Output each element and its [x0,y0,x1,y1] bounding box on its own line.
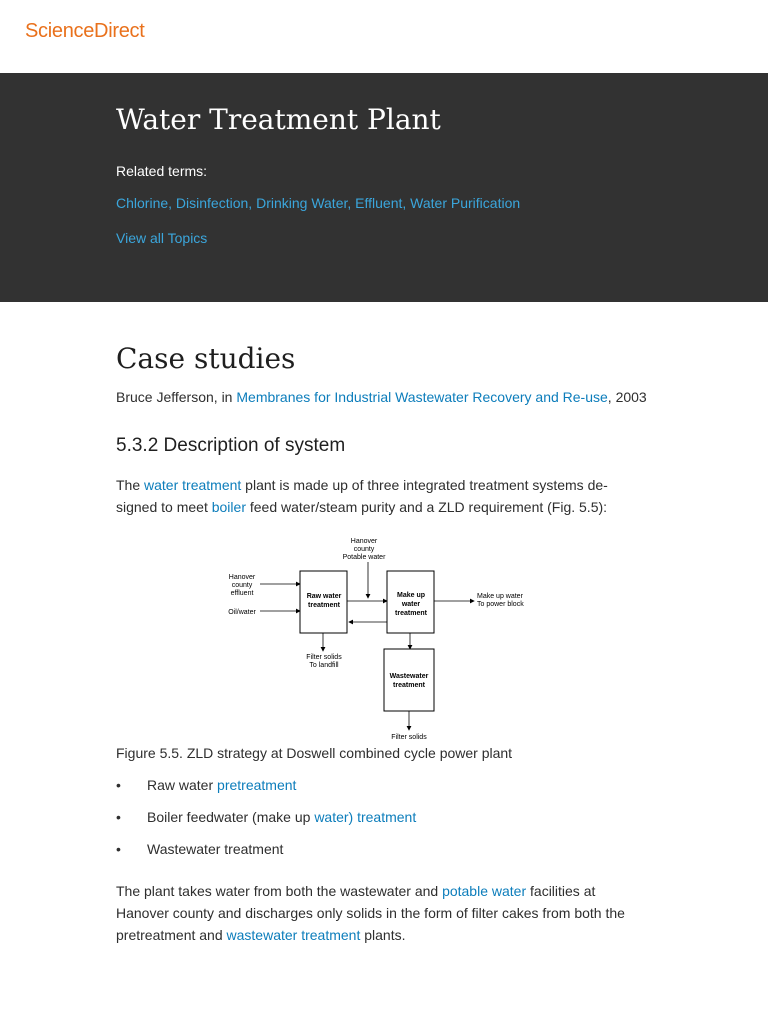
related-term-effluent[interactable]: Effluent [355,195,403,211]
bullet-list [116,777,416,873]
list-item: • Wastewater treatment [116,841,284,857]
subsection-title: 5.3.2 Description of system [116,435,346,456]
zld-flow-diagram [222,534,532,740]
link-water-treatment[interactable]: water treatment [144,477,242,493]
box-raw-water-1: Raw water [306,593,342,600]
label-hanover-top-2: county [353,546,375,553]
related-term-water-purification[interactable]: Water Purification [410,195,521,211]
label-hanover-left-3: effluent [230,590,254,597]
related-term-chlorine[interactable]: Chlorine [116,195,169,211]
list-item: • Boiler feedwater (make up water) treatment [116,809,417,825]
label-makeup-out-1: Make up water [477,593,523,600]
link-potable-water[interactable]: potable water [442,883,527,899]
label-oil-water: Oil/water [228,609,256,616]
box-wastewater-2: treatment [393,682,425,689]
byline-book-link[interactable]: Membranes for Industrial Wastewater Recovery and Re-use [236,389,608,405]
bullet-marker: • [116,841,121,857]
label-hanover-top-1: Hanover [350,538,378,545]
top-bar [0,0,768,73]
box-makeup-2: water [401,601,421,608]
topic-header [0,73,768,302]
paragraph-plant-discharge: The plant takes water from both the wastewater and potable water facilities at Hanover county and discharges only solids in the form of filter cakes from both the pretreatment and wastewater treatment plants. [116,883,625,943]
sciencedirect-logo[interactable]: ScienceDirect [25,20,145,42]
label-filter-landfill-2: To landfill [309,662,339,669]
list-item: • Raw water pretreatment [116,777,297,793]
topic-title: Water Treatment Plant [116,103,441,136]
related-terms-label: Related terms: [116,163,208,179]
view-all-topics-link[interactable]: View all Topics [116,230,208,246]
box-makeup-1: Make up [396,592,426,599]
label-hanover-left-1: Hanover [228,574,256,581]
box-raw-water-2: treatment [308,602,340,609]
byline-year: , 2003 [607,389,647,405]
related-term-drinking-water[interactable]: Drinking Water [256,195,348,211]
figure-zld-diagram[interactable] [222,534,532,740]
link-water-treatment-2[interactable]: water) treatment [314,809,417,825]
label-makeup-out-2: To power block [477,601,524,608]
related-terms-list: Chlorine, Disinfection, Drinking Water, Effluent, Water Purification [116,195,521,211]
link-pretreatment[interactable]: pretreatment [217,777,297,793]
paragraph-description: The water treatment plant is made up of three integrated treatment systems de-signed to meet boiler feed water/steam purity and a ZLD requirement (Fig. 5.5): [116,477,608,515]
byline [116,389,647,405]
link-wastewater-treatment[interactable]: wastewater treatment [226,927,361,943]
label-hanover-left-2: county [231,582,253,589]
bullet-marker: • [116,777,121,793]
label-filter-solids: Filter solids [391,734,427,740]
related-term-disinfection[interactable]: Disinfection [175,195,249,211]
box-makeup-3: treatment [395,610,427,617]
label-filter-landfill-1: Filter solids [306,654,342,661]
byline-author: Bruce Jefferson, in [116,389,237,405]
label-hanover-top-3: Potable water [342,554,386,561]
box-wastewater-1: Wastewater [389,673,429,680]
link-boiler[interactable]: boiler [211,499,246,515]
section-title: Case studies [116,342,296,375]
figure-caption: Figure 5.5. ZLD strategy at Doswell combined cycle power plant [116,745,513,761]
bullet-marker: • [116,809,121,825]
